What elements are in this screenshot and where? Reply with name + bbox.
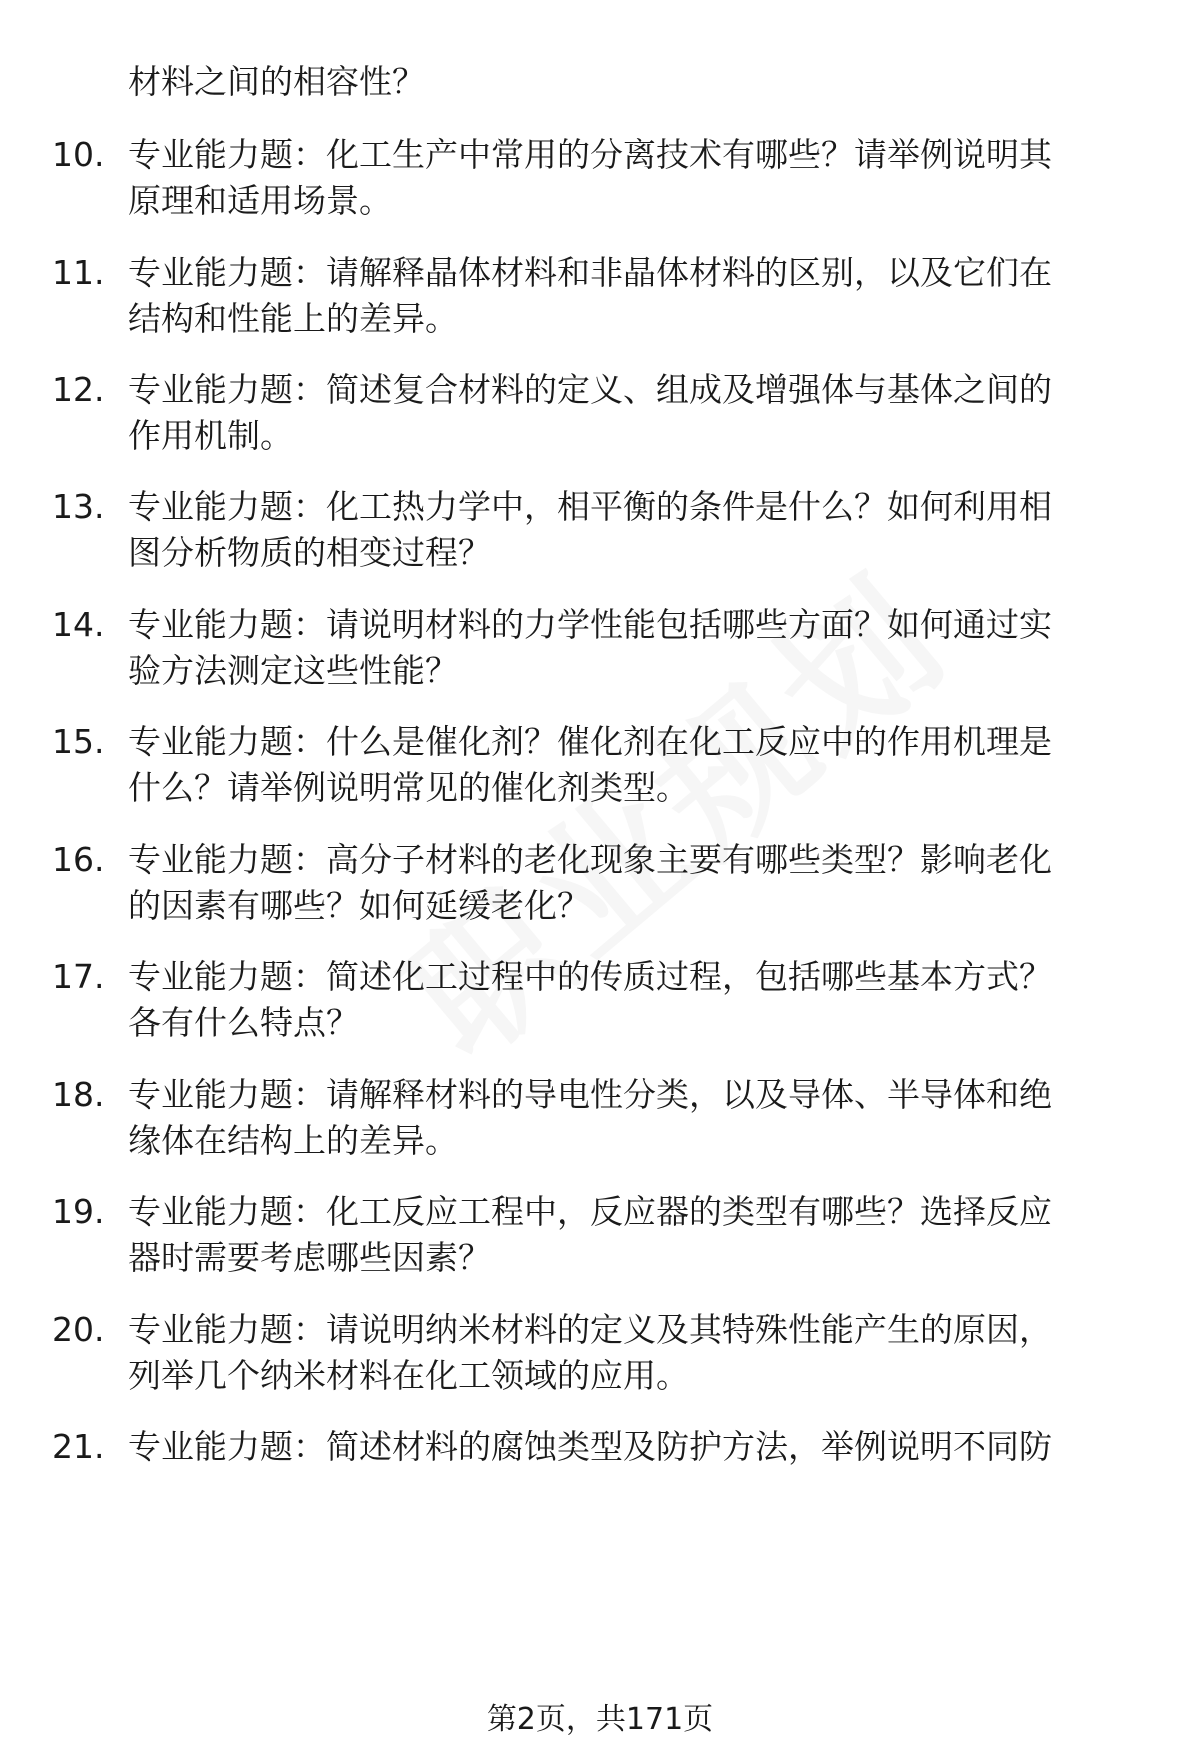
question-text-line: 器时需要考虑哪些因素？: [128, 1238, 491, 1277]
question-number: 16.: [52, 840, 105, 879]
question-text-line: 原理和适用场景。: [128, 181, 392, 220]
question-text-line: 缘体在结构上的差异。: [128, 1121, 458, 1160]
question-text-line: 专业能力题：化工热力学中，相平衡的条件是什么？如何利用相: [128, 487, 1052, 526]
question-text-line: 专业能力题：请说明纳米材料的定义及其特殊性能产生的原因，: [128, 1310, 1052, 1349]
question-number: 21.: [52, 1427, 105, 1466]
question-number: 18.: [52, 1075, 105, 1114]
continuation-text: 材料之间的相容性？: [128, 62, 425, 101]
question-text-line: 专业能力题：化工反应工程中，反应器的类型有哪些？选择反应: [128, 1192, 1052, 1231]
question-number: 12.: [52, 370, 105, 409]
question-text-line: 专业能力题：请解释材料的导电性分类，以及导体、半导体和绝: [128, 1075, 1052, 1114]
question-number: 19.: [52, 1192, 105, 1231]
page-footer: [0, 1700, 1200, 1740]
question-text-line: 作用机制。: [128, 416, 293, 455]
question-text-line: 各有什么特点？: [128, 1003, 359, 1042]
question-text-line: 专业能力题：简述复合材料的定义、组成及增强体与基体之间的: [128, 370, 1052, 409]
question-number: 14.: [52, 605, 105, 644]
question-number: 20.: [52, 1310, 105, 1349]
question-number: 15.: [52, 722, 105, 761]
question-text-line: 专业能力题：请说明材料的力学性能包括哪些方面？如何通过实: [128, 605, 1052, 644]
question-text-line: 验方法测定这些性能？: [128, 651, 458, 690]
question-text-line: 专业能力题：高分子材料的老化现象主要有哪些类型？影响老化: [128, 840, 1052, 879]
question-text-line: 结构和性能上的差异。: [128, 299, 458, 338]
question-text-line: 专业能力题：简述化工过程中的传质过程，包括哪些基本方式？: [128, 957, 1052, 996]
question-text-line: 专业能力题：请解释晶体材料和非晶体材料的区别，以及它们在: [128, 253, 1052, 292]
question-number: 10.: [52, 135, 105, 174]
question-text-line: 的因素有哪些？如何延缓老化？: [128, 886, 590, 925]
question-text-line: 专业能力题：化工生产中常用的分离技术有哪些？请举例说明其: [128, 135, 1052, 174]
question-text-line: 什么？请举例说明常见的催化剂类型。: [128, 768, 689, 807]
question-number: 17.: [52, 957, 105, 996]
question-number: 13.: [52, 487, 105, 526]
question-text-line: 列举几个纳米材料在化工领域的应用。: [128, 1356, 689, 1395]
question-text-line: 专业能力题：简述材料的腐蚀类型及防护方法，举例说明不同防: [128, 1427, 1052, 1466]
page-number-label: 第2页，共171页: [486, 1702, 714, 1737]
question-number: 11.: [52, 253, 105, 292]
question-text-line: 专业能力题：什么是催化剂？催化剂在化工反应中的作用机理是: [128, 722, 1052, 761]
question-text-line: 图分析物质的相变过程？: [128, 533, 491, 572]
